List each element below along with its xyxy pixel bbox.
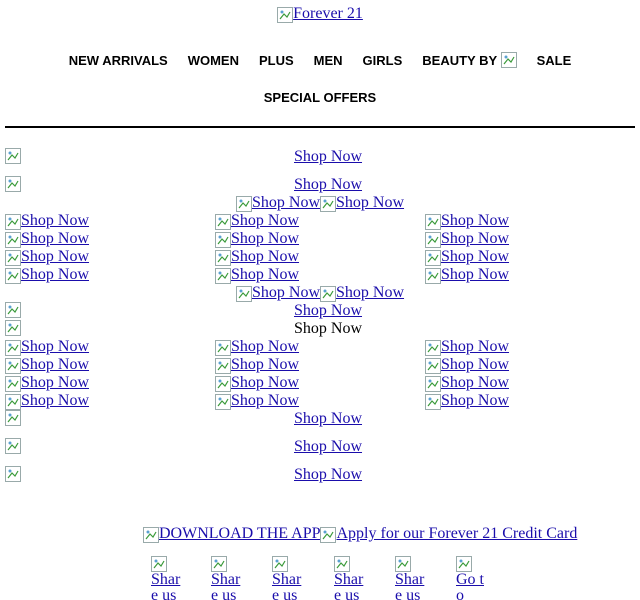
banner-image-icon xyxy=(5,176,21,192)
broken-image-icon xyxy=(5,394,21,410)
banner-row xyxy=(0,466,640,484)
broken-image-icon xyxy=(320,527,336,543)
broken-image-icon xyxy=(215,232,231,248)
forever21-logo-link[interactable] xyxy=(277,5,363,23)
shop-now-image-link[interactable] xyxy=(215,374,299,392)
share-label: Share us xyxy=(334,571,364,600)
shop-now-text: Shop Now xyxy=(21,338,90,355)
broken-image-icon xyxy=(425,394,441,410)
banner-row xyxy=(0,302,640,320)
nav-women[interactable]: WOMEN xyxy=(187,53,239,68)
broken-image-icon xyxy=(215,376,231,392)
go-to-icon xyxy=(456,556,472,572)
shop-now-image-link[interactable] xyxy=(425,230,509,248)
broken-image-icon xyxy=(143,527,159,543)
banner-row xyxy=(0,148,640,166)
broken-image-icon xyxy=(425,268,441,284)
banner-image-icon xyxy=(5,320,21,336)
shop-now-image-link[interactable] xyxy=(236,194,320,212)
shop-now-text: Shop Now xyxy=(21,248,90,265)
broken-image-icon xyxy=(236,286,252,302)
shop-now-image-link[interactable] xyxy=(425,356,509,374)
shop-now-link[interactable]: Shop Now xyxy=(294,438,363,455)
banner-image-icon xyxy=(5,438,21,454)
shop-now-image-link[interactable] xyxy=(215,230,299,248)
shop-now-link[interactable]: Shop Now xyxy=(294,148,363,165)
logo-alt-text: Forever 21 xyxy=(293,5,363,22)
broken-image-icon xyxy=(425,358,441,374)
shop-now-text: Shop Now xyxy=(294,320,363,337)
shop-now-image-link[interactable] xyxy=(215,356,299,374)
product-grid-row xyxy=(0,230,640,248)
banner-image-icon xyxy=(5,410,21,426)
broken-image-icon xyxy=(425,340,441,356)
shop-now-text: Shop Now xyxy=(231,356,300,373)
shop-now-text: Shop Now xyxy=(441,374,510,391)
share-label: Share us xyxy=(211,571,241,600)
shop-now-image-link[interactable] xyxy=(5,248,89,266)
share-icon xyxy=(395,556,411,572)
shop-now-text: Shop Now xyxy=(21,266,90,283)
share-link[interactable] xyxy=(395,556,429,600)
broken-image-icon xyxy=(425,214,441,230)
nav-men[interactable]: MEN xyxy=(313,53,343,68)
broken-image-icon xyxy=(215,340,231,356)
shop-now-text: Shop Now xyxy=(336,194,405,211)
shop-now-link[interactable]: Shop Now xyxy=(294,466,363,483)
product-grid-row xyxy=(0,248,640,266)
shop-now-text: Shop Now xyxy=(231,392,300,409)
shop-now-text: Shop Now xyxy=(231,266,300,283)
share-label: Share us xyxy=(272,571,302,600)
shop-now-text: Shop Now xyxy=(441,338,510,355)
shop-now-image-link[interactable] xyxy=(425,374,509,392)
shop-now-link[interactable]: Shop Now xyxy=(294,176,363,193)
shop-now-text: Shop Now xyxy=(231,230,300,247)
nav-girls[interactable]: GIRLS xyxy=(362,53,403,68)
broken-image-icon xyxy=(5,268,21,284)
product-grid-row xyxy=(0,392,640,410)
broken-image-icon xyxy=(425,250,441,266)
broken-image-icon xyxy=(5,376,21,392)
banner-pair-row xyxy=(0,194,640,212)
share-link[interactable] xyxy=(272,556,306,600)
broken-image-icon xyxy=(320,286,336,302)
share-link[interactable] xyxy=(151,556,185,600)
broken-image-icon xyxy=(5,232,21,248)
shop-now-text: Shop Now xyxy=(21,374,90,391)
shop-now-image-link[interactable] xyxy=(5,266,89,284)
shop-now-image-link[interactable] xyxy=(425,392,509,410)
banner-row xyxy=(0,176,640,194)
product-grid-row xyxy=(0,266,640,284)
product-grid-row xyxy=(0,374,640,392)
banner-pair-row xyxy=(0,284,640,302)
nav-beauty-by-label: BEAUTY BY xyxy=(422,53,497,68)
broken-image-icon xyxy=(5,214,21,230)
shop-now-text: Shop Now xyxy=(252,284,321,301)
banner-image-icon xyxy=(5,302,21,318)
broken-image-icon xyxy=(425,232,441,248)
shop-now-image-link[interactable] xyxy=(5,374,89,392)
shop-now-image-link[interactable] xyxy=(425,248,509,266)
shop-now-text: Shop Now xyxy=(441,248,510,265)
shop-now-text: Shop Now xyxy=(441,266,510,283)
share-icon xyxy=(151,556,167,572)
shop-now-image-link[interactable] xyxy=(5,230,89,248)
site-logo-row xyxy=(0,0,640,24)
nav-beauty-by[interactable] xyxy=(412,53,526,68)
broken-image-icon xyxy=(215,214,231,230)
header-divider xyxy=(5,126,635,128)
share-icon xyxy=(334,556,350,572)
shop-now-text: Shop Now xyxy=(21,356,90,373)
credit-card-link[interactable] xyxy=(320,523,577,543)
broken-image-icon xyxy=(5,250,21,266)
shop-now-text: Shop Now xyxy=(231,212,300,229)
shop-now-image-link[interactable] xyxy=(320,284,404,302)
shop-now-image-link[interactable] xyxy=(5,392,89,410)
shop-now-image-link[interactable] xyxy=(5,338,89,356)
shop-now-image-link[interactable] xyxy=(215,248,299,266)
nav-special-offers[interactable]: SPECIAL OFFERS xyxy=(263,89,377,105)
shop-now-image-link[interactable] xyxy=(425,266,509,284)
product-grid-row xyxy=(0,338,640,356)
banner-image-icon xyxy=(5,148,21,164)
shop-now-image-link[interactable] xyxy=(5,356,89,374)
share-label: Share us xyxy=(395,571,425,600)
broken-image-icon xyxy=(5,358,21,374)
broken-image-icon xyxy=(5,340,21,356)
shop-now-text: Shop Now xyxy=(21,392,90,409)
shop-now-text: Shop Now xyxy=(336,284,405,301)
shop-now-text: Shop Now xyxy=(441,356,510,373)
download-app-text: DOWNLOAD THE APP xyxy=(159,525,321,542)
broken-image-icon xyxy=(320,196,336,212)
shop-now-image-link[interactable] xyxy=(5,212,89,230)
download-app-link[interactable] xyxy=(143,523,320,543)
broken-image-icon xyxy=(277,7,293,23)
broken-image-icon xyxy=(215,250,231,266)
beauty-brand-icon xyxy=(501,52,517,68)
credit-card-text: Apply for our Forever 21 Credit Card xyxy=(336,525,578,542)
shop-now-image-link[interactable] xyxy=(215,212,299,230)
footer-promos xyxy=(143,523,577,543)
product-grid-row xyxy=(0,356,640,374)
shop-now-image-link[interactable] xyxy=(236,284,320,302)
shop-now-text: Shop Now xyxy=(231,248,300,265)
share-link[interactable] xyxy=(334,556,368,600)
share-icon xyxy=(272,556,288,572)
banner-row xyxy=(0,410,640,428)
shop-now-text: Shop Now xyxy=(21,212,90,229)
go-to-link[interactable] xyxy=(456,556,490,600)
shop-now-text: Shop Now xyxy=(252,194,321,211)
shop-now-text: Shop Now xyxy=(441,212,510,229)
shop-now-image-link[interactable] xyxy=(215,392,299,410)
shop-now-text: Shop Now xyxy=(441,392,510,409)
shop-now-text: Shop Now xyxy=(231,374,300,391)
broken-image-icon xyxy=(236,196,252,212)
shop-now-link[interactable]: Shop Now xyxy=(294,302,363,319)
banner-row xyxy=(0,438,640,456)
share-icon xyxy=(211,556,227,572)
nav-plus[interactable]: PLUS xyxy=(258,53,294,68)
shop-now-text: Shop Now xyxy=(441,230,510,247)
shop-now-link[interactable]: Shop Now xyxy=(294,410,363,427)
nav-new-arrivals[interactable]: NEW ARRIVALS xyxy=(68,53,168,68)
share-link[interactable] xyxy=(211,556,245,600)
nav-sale[interactable]: SALE xyxy=(536,53,572,68)
shop-now-image-link[interactable] xyxy=(320,194,404,212)
broken-image-icon xyxy=(215,394,231,410)
broken-image-icon xyxy=(215,268,231,284)
shop-now-text: Shop Now xyxy=(21,230,90,247)
shop-now-image-link[interactable] xyxy=(425,338,509,356)
banner-image-icon xyxy=(5,466,21,482)
broken-image-icon xyxy=(215,358,231,374)
shop-now-image-link[interactable] xyxy=(215,266,299,284)
shop-now-text: Shop Now xyxy=(231,338,300,355)
shop-now-image-link[interactable] xyxy=(215,338,299,356)
shop-now-image-link[interactable] xyxy=(425,212,509,230)
share-label: Share us xyxy=(151,571,181,600)
go-to-label: Go to xyxy=(456,571,484,600)
social-share-row xyxy=(0,556,640,600)
broken-image-icon xyxy=(425,376,441,392)
banner-row xyxy=(0,320,640,338)
main-navigation xyxy=(0,48,640,107)
product-grid-row xyxy=(0,212,640,230)
